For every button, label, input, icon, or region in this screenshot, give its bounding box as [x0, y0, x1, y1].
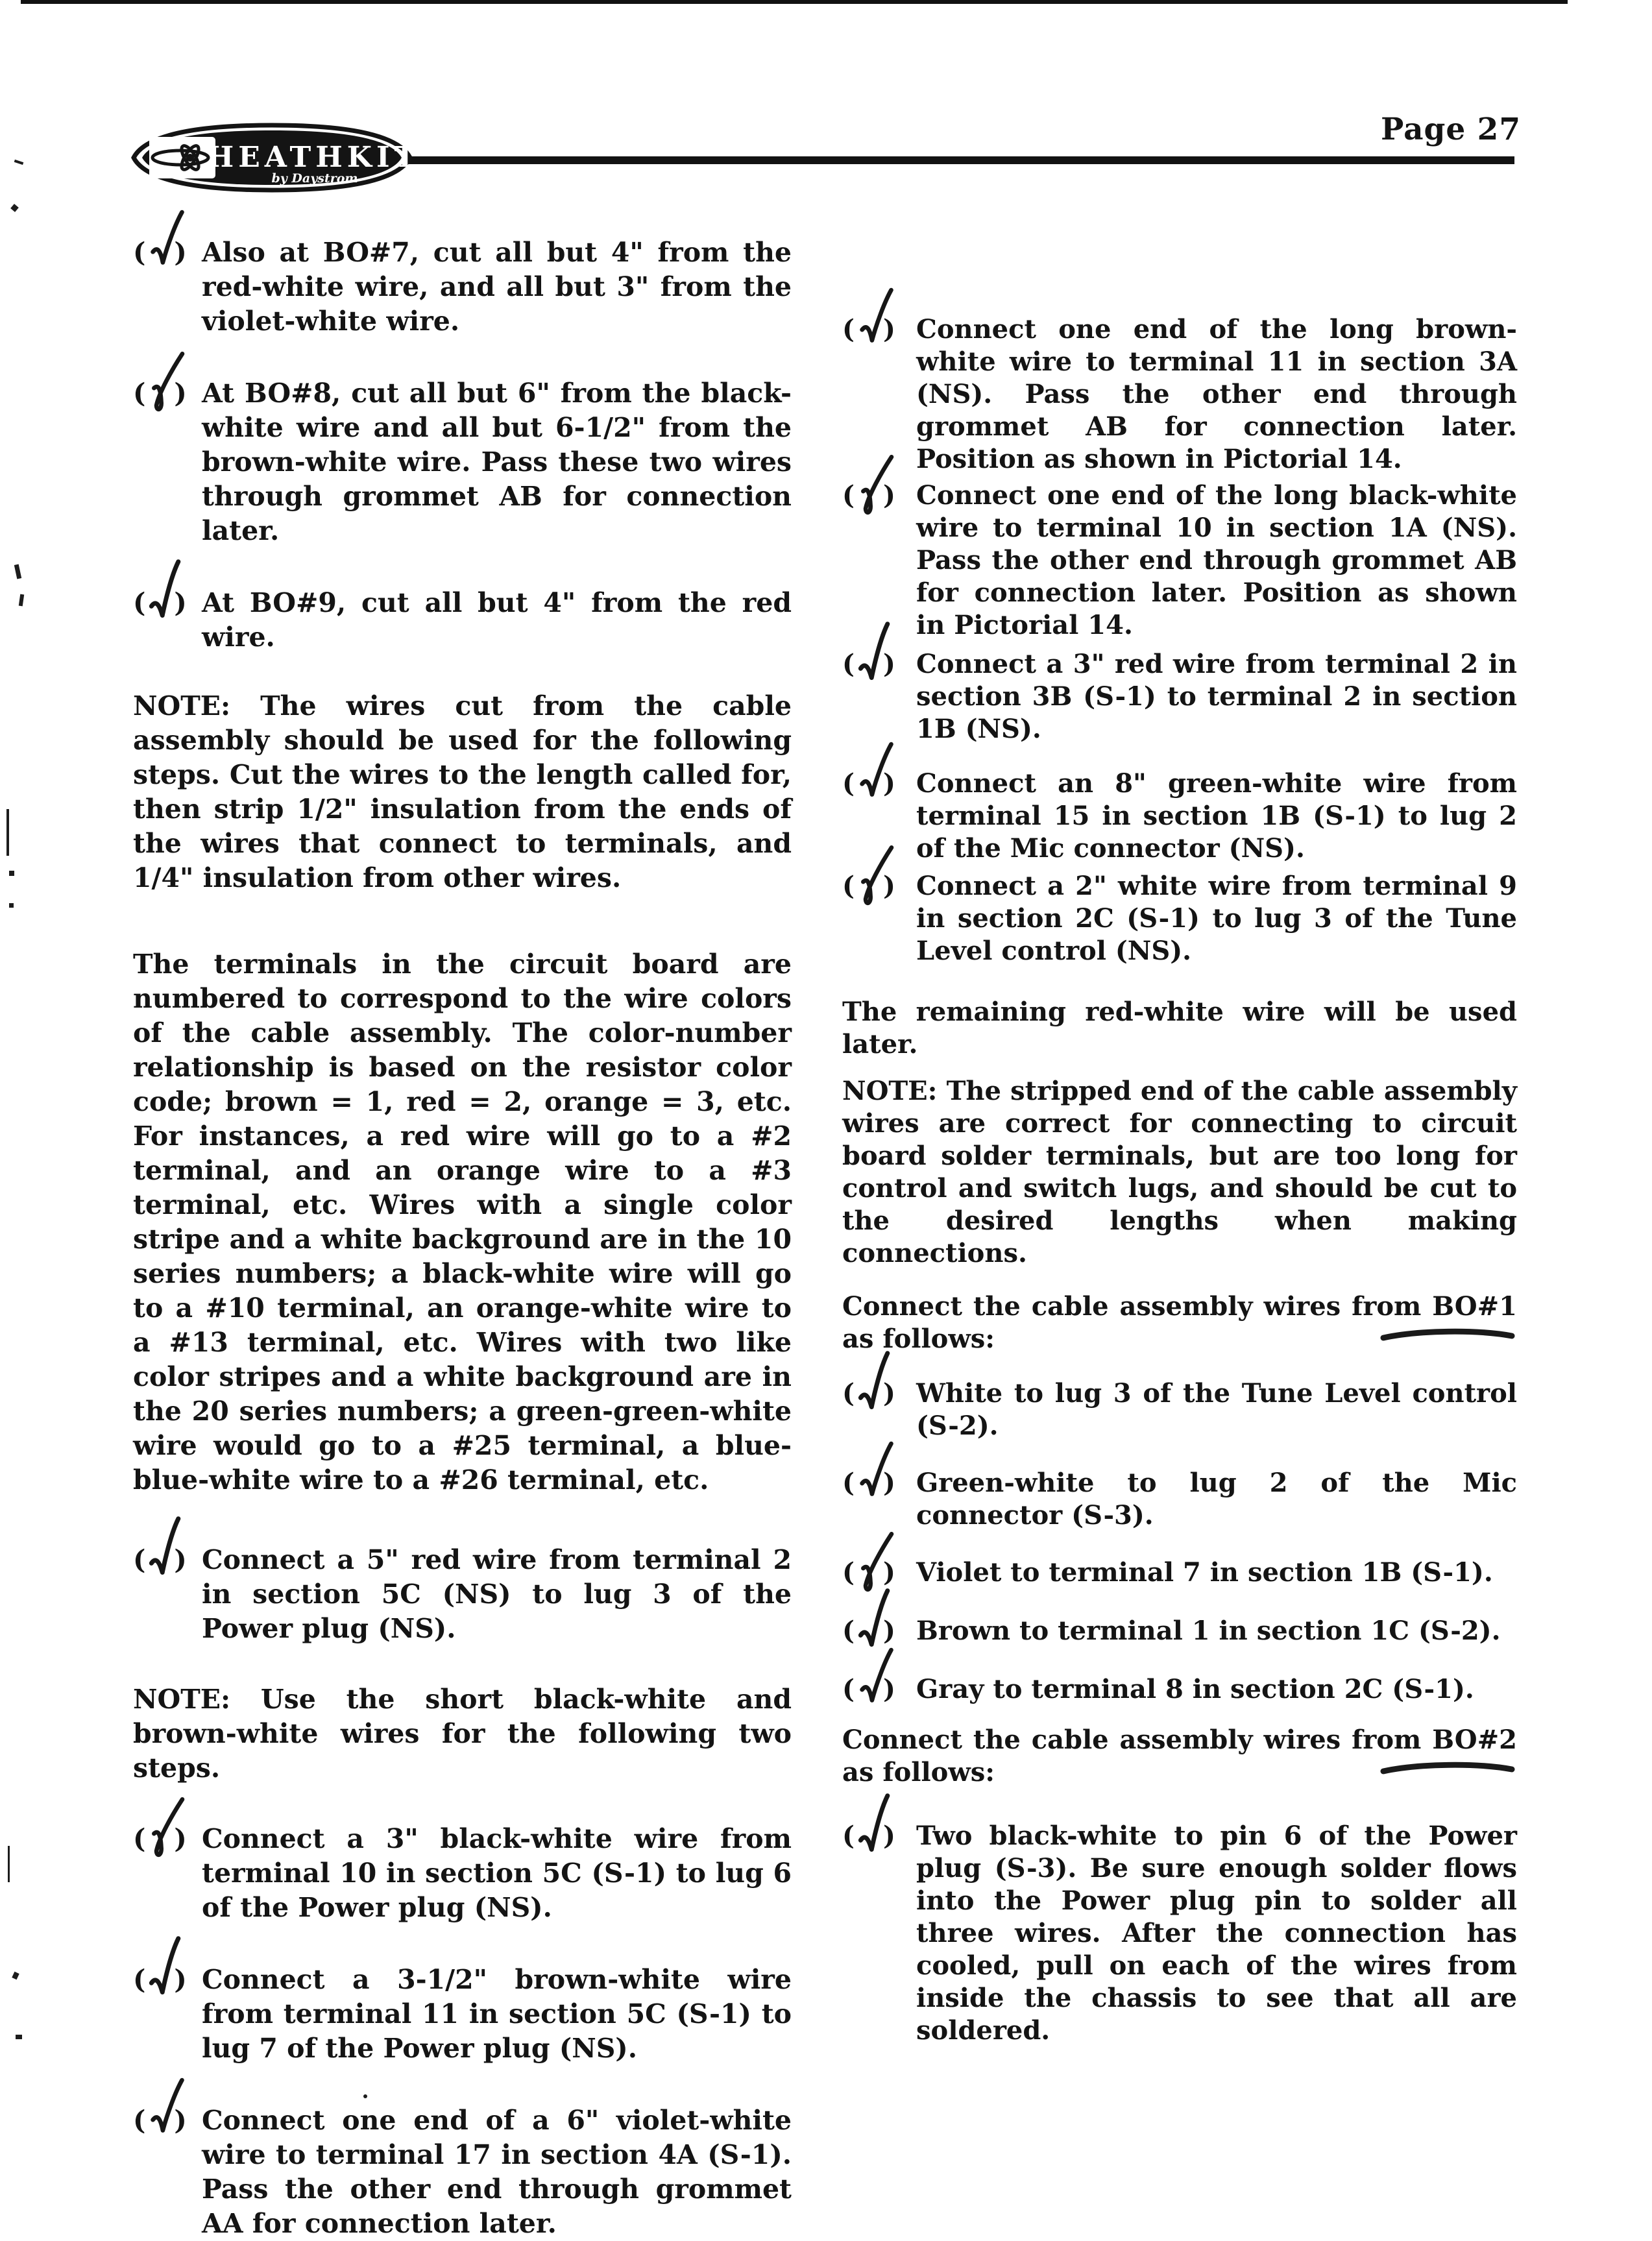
note-paragraph: NOTE: Use the short black-white and brown-white wires for the following two steps.: [133, 1684, 792, 1784]
instruction-item: [842, 768, 1517, 865]
checkbox-checked: [842, 313, 916, 476]
instruction-item: [133, 1963, 792, 2066]
checkbox-checked: [133, 236, 202, 339]
paren-close: ): [882, 314, 895, 345]
paren-close: ): [174, 1823, 187, 1854]
checkmark-icon: [144, 1796, 188, 1864]
checkmark-icon: [855, 1442, 895, 1508]
page-number: Page 27: [1381, 112, 1522, 147]
checkbox-checked: [133, 1963, 202, 2066]
instruction-item: [133, 1543, 792, 1646]
paren-close: ): [882, 649, 895, 679]
logo-atom-panel: [149, 137, 215, 178]
instruction-text: Brown to terminal 1 in section 1C (S-2).: [916, 1616, 1501, 1646]
instruction-item: [842, 1467, 1517, 1532]
paren-open: (: [842, 1468, 855, 1498]
paren-close: ): [882, 871, 895, 901]
paren-open: (: [842, 768, 855, 799]
instruction-item: [133, 1822, 792, 1925]
checkmark-icon: [853, 1350, 899, 1422]
paren-open: (: [842, 1821, 855, 1851]
instruction-item: [842, 1377, 1517, 1442]
instruction-text: White to lug 3 of the Tune Level control (S-2).: [916, 1378, 1517, 1441]
paren-close: ): [882, 1557, 895, 1588]
instruction-text: Connect an 8" green-white wire from terminal 15 in section 1B (S-1) to lug 2 of the Mic connector (NS).: [916, 768, 1517, 864]
paren-open: (: [133, 1823, 146, 1854]
paren-close: ): [882, 480, 895, 511]
paren-open: (: [133, 587, 146, 618]
paren-close: ): [174, 2105, 187, 2136]
pen-underline-mark: [1381, 1761, 1516, 1776]
instruction-text: At BO#9, cut all but 4" from the red wire.: [202, 587, 792, 653]
instruction-text: Connect a 3" black-white wire from terminal 10 in section 5C (S-1) to lug 6 of the Power plug (NS).: [202, 1823, 792, 1923]
checkbox-checked: [133, 376, 202, 548]
paren-open: (: [133, 237, 146, 268]
checkmark-icon: [146, 211, 186, 277]
scan-artifact: [16, 2035, 22, 2039]
instruction-text: Green-white to lug 2 of the Mic connector (S-3).: [916, 1468, 1517, 1531]
checkmark-icon: [143, 559, 189, 630]
paren-close: ): [174, 378, 187, 409]
paren-open: (: [842, 871, 855, 901]
checkbox-checked: [842, 1557, 916, 1589]
checkbox-checked: [133, 1543, 202, 1646]
checkbox-checked: [842, 1673, 916, 1706]
paren-close: ): [174, 237, 187, 268]
paren-open: (: [842, 480, 855, 511]
checkmark-icon: [144, 350, 188, 418]
pen-underline-mark: [1381, 1327, 1516, 1343]
paren-open: (: [133, 1544, 146, 1575]
paren-open: (: [842, 1674, 855, 1704]
checkbox-checked: [842, 479, 916, 642]
paren-close: ): [882, 1616, 895, 1646]
instruction-item: [842, 1673, 1517, 1706]
paren-open: (: [133, 2105, 146, 2136]
paren-close: ): [174, 1544, 187, 1575]
logo-tagline-text: by Daystrom: [271, 171, 358, 186]
checkbox-checked: [842, 1820, 916, 2047]
checkbox-checked: [842, 1615, 916, 1647]
checkbox-checked: [133, 586, 202, 655]
checkmark-icon: [146, 2079, 186, 2145]
instruction-text: Connect one end of the long brown-white wire to terminal 11 in section 3A (NS). Pass the other end through grommet AB for connection later. Position as shown in Pictorial 14.: [916, 314, 1517, 474]
scan-artifact: [9, 871, 14, 876]
checkbox-checked: [842, 648, 916, 745]
scan-artifact: [19, 594, 24, 607]
instruction-text: Violet to terminal 7 in section 1B (S-1).: [916, 1557, 1493, 1588]
scan-artifact: [8, 1846, 10, 1882]
instruction-item: [133, 236, 792, 339]
checkbox-checked: [842, 1377, 916, 1442]
instruction-item: [842, 870, 1517, 967]
instruction-item: [842, 1820, 1517, 2047]
scan-artifact: [6, 809, 9, 856]
paren-close: ): [882, 1674, 895, 1704]
instruction-text: Also at BO#7, cut all but 4" from the red-white wire, and all but 3" from the violet-white wire.: [202, 237, 792, 337]
right-column: [842, 313, 1517, 2047]
checkbox-checked: [842, 870, 916, 967]
paren-open: (: [842, 1378, 855, 1409]
instruction-text: Connect a 2" white wire from terminal 9 in section 2C (S-1) to lug 3 of the Tune Level control (NS).: [916, 871, 1517, 966]
body-paragraph: The remaining red-white wire will be used later.: [842, 997, 1517, 1060]
note-paragraph: NOTE: The wires cut from the cable assembly should be used for the following steps. Cut the wires to the length called for, then strip 1/2" insulation from the ends of the wires that connect to terminals, and 1/4" insulation from other wires.: [133, 690, 792, 893]
logo-brand-text: HEATHKIT: [206, 141, 420, 174]
instruction-item: [842, 479, 1517, 642]
note-paragraph: NOTE: The stripped end of the cable assembly wires are correct for connecting to circuit board solder terminals, but are too long for control and switch lugs, and should be cut to the desired lengths when making connections.: [842, 1076, 1517, 1268]
heathkit-logo: [123, 119, 420, 197]
scan-artifact: [10, 204, 19, 212]
scan-artifact: [12, 1972, 19, 1980]
paren-open: (: [842, 1557, 855, 1588]
instruction-text: Connect a 3-1/2" brown-white wire from terminal 11 in section 5C (S-1) to lug 7 of the Power plug (NS).: [202, 1964, 792, 2064]
left-column: [133, 236, 792, 2241]
instruction-item: [842, 648, 1517, 745]
instruction-text: Connect a 5" red wire from terminal 2 in section 5C (NS) to lug 3 of the Power plug (NS).: [202, 1544, 792, 1644]
paren-close: ): [882, 1378, 895, 1409]
paren-open: (: [842, 314, 855, 345]
instruction-text: Connect one end of a 6" violet-white wire to terminal 17 in section 4A (S-1). Pass the other end through grommet AA for connection later.: [202, 2105, 792, 2239]
instruction-text: Connect one end of the long black-white wire to terminal 10 in section 1A (NS). Pass the other end through grommet AB for connection later. Position as shown in Pictorial 14.: [916, 480, 1517, 640]
checkmark-icon: [855, 289, 895, 355]
body-paragraph: The terminals in the circuit board are numbered to correspond to the wire colors of the cable assembly. The color-number relationship is based on the resistor color code; brown = 1, red = 2, orange = 3, etc. For instances, a red wire will go to a #2 terminal, and an orange wire to a #3 terminal, etc. Wires with a single color stripe and a white background are in the 10 series numbers; a black-white wire will go to a #10 terminal, an orange-white wire to a #13 terminal, etc. Wires with two like color stripes and a white background are in the 20 series numbers; a green-green-white wire would go to a #25 terminal, a blue-blue-white wire to a #26 terminal, etc.: [133, 949, 792, 1496]
instruction-item: [133, 376, 792, 548]
scan-artifact: [14, 160, 24, 165]
body-paragraph: Connect the cable assembly wires from BO#1 as follows:: [842, 1291, 1517, 1354]
checkmark-icon: [853, 621, 899, 692]
instruction-item: [133, 2103, 792, 2241]
scan-artifact: [14, 564, 21, 579]
instruction-item: [133, 586, 792, 655]
checkmark-icon: [143, 1516, 189, 1587]
paren-close: ): [174, 1964, 187, 1995]
scan-artifact: [9, 903, 14, 908]
instruction-text: Two black-white to pin 6 of the Power plug (S-3). Be sure enough solder flows into the Power plug pin to solder all three wires. After the connection has cooled, pull on each of the wires from inside the chassis to see that all are soldered.: [916, 1821, 1517, 2046]
checkmark-icon: [855, 743, 895, 809]
paren-open: (: [842, 649, 855, 679]
paren-close: ): [882, 1821, 895, 1851]
paren-close: ): [882, 1468, 895, 1498]
instruction-text: At BO#8, cut all but 6" from the black-white wire and all but 6-1/2" from the brown-white wire. Pass these two wires through grommet AB for connection later.: [202, 378, 792, 546]
checkmark-icon: [853, 454, 897, 522]
instruction-text: Gray to terminal 8 in section 2C (S-1).: [916, 1674, 1474, 1704]
body-paragraph: Connect the cable assembly wires from BO#2 as follows:: [842, 1725, 1517, 1787]
paren-open: (: [133, 378, 146, 409]
instruction-item: [842, 313, 1517, 476]
instruction-item: [842, 1557, 1517, 1589]
header-rule: [396, 156, 1514, 164]
atom-nucleus: [186, 154, 194, 162]
paren-close: ): [882, 768, 895, 799]
checkmark-icon: [853, 1793, 899, 1864]
instruction-text: Connect a 3" red wire from terminal 2 in section 3B (S-1) to terminal 2 in section 1B (NS).: [916, 649, 1517, 744]
paren-close: ): [174, 587, 187, 618]
checkmark-icon: [143, 1935, 189, 2007]
instruction-item: [842, 1615, 1517, 1647]
scan-top-edge: [21, 0, 1568, 4]
checkmark-icon: [853, 844, 897, 912]
checkmark-icon: [855, 1649, 895, 1715]
checkbox-checked: [842, 1467, 916, 1532]
checkbox-checked: [133, 1822, 202, 1925]
checkbox-checked: [133, 2103, 202, 2241]
paren-open: (: [133, 1964, 146, 1995]
paren-open: (: [842, 1616, 855, 1646]
